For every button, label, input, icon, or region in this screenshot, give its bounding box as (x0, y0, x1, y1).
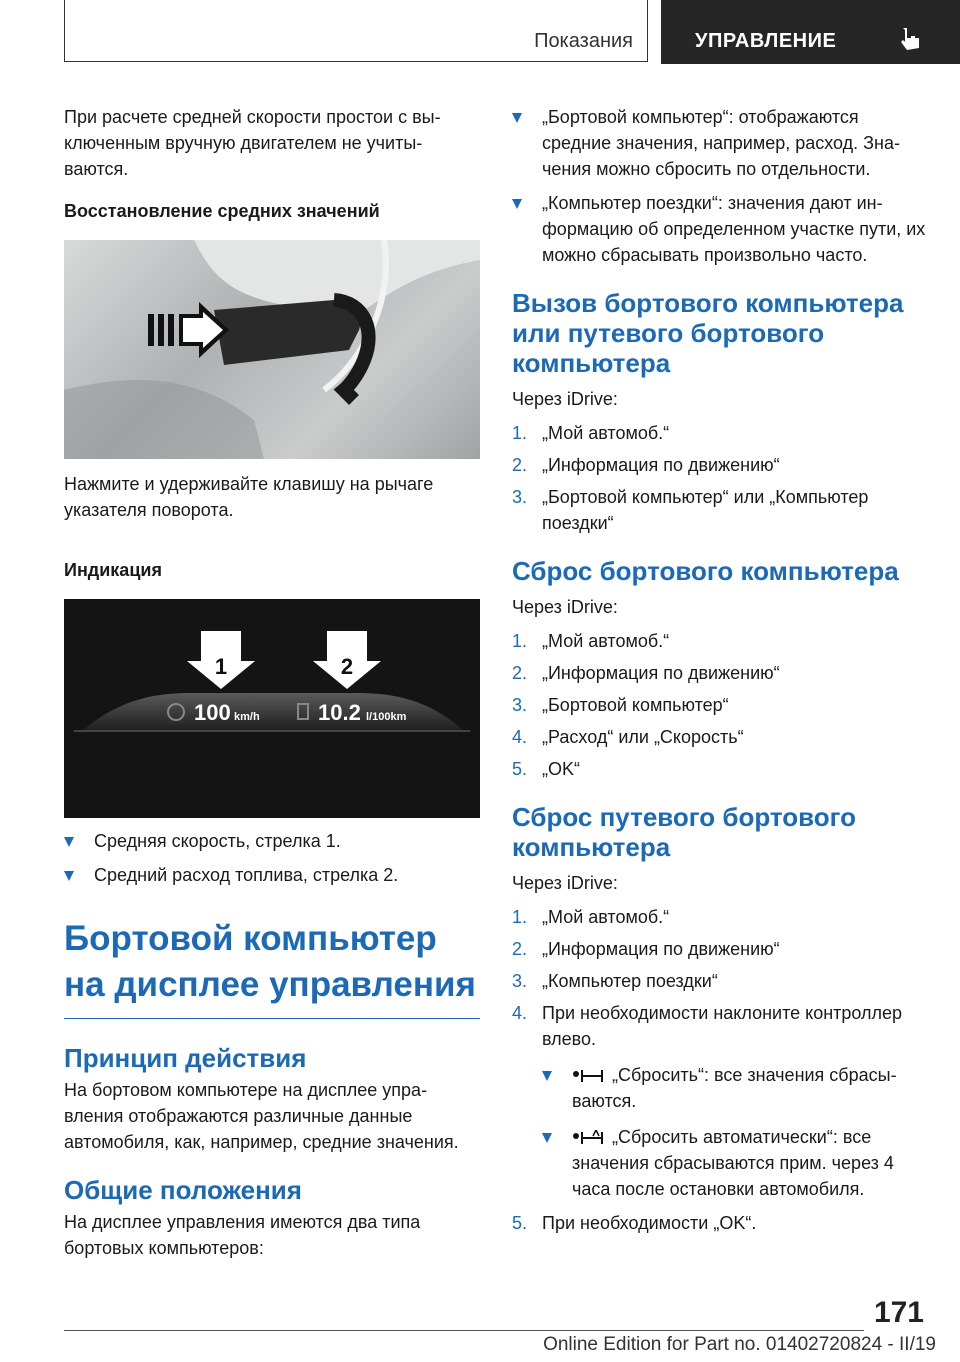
step-item: 3. „Бортовой компьютер“ (512, 695, 729, 715)
controller-left-auto-icon (572, 1130, 606, 1146)
right-column (512, 104, 928, 1236)
step-item: 2. „Информация по движению“ (512, 663, 780, 683)
principle-heading: Принцип действия (64, 1043, 307, 1073)
section-divider (64, 1018, 480, 1019)
list-item: „Бортовой компьютер“: отображаются средние значения, например, расход. Зна-чения можно сбросить по отдельности. (512, 104, 928, 182)
hand-pointer-icon (897, 26, 923, 52)
via-idrive: Через iDrive: (512, 873, 618, 893)
arrow-1-label: 1 (214, 654, 228, 679)
chapter-title: УПРАВЛЕНИЕ (695, 30, 837, 52)
consumption-value: 10.2 (318, 700, 361, 725)
display-photo (64, 599, 480, 818)
reset-trip-heading: Сброс путевого бортового компьютера (512, 802, 857, 862)
via-idrive: Через iDrive: (512, 389, 618, 409)
display-heading: Индикация (64, 560, 162, 580)
step-item: 4. „Расход“ или „Скорость“ (512, 727, 744, 747)
step-item: 5. При необходимости „OK“. (512, 1213, 757, 1233)
section-title-main: Бортовой компьютер на дисплее управления (64, 919, 476, 1004)
principle-text: На бортовом компьютере на дисплее упра-вления отображаются различные данные автомобиля, как, например, средние значения. (64, 1080, 459, 1152)
step-item: 4. При необходимости наклоните контроллер влево. (512, 1003, 903, 1049)
step-item: 5. „OK“ (512, 759, 580, 779)
controller-left-icon (572, 1068, 606, 1084)
step-item: 1. „Мой автомоб.“ (512, 907, 670, 927)
reset-heading-right: Сброс бортового компьютера (512, 556, 899, 586)
footer-divider (64, 1330, 864, 1331)
section-tab (64, 0, 648, 62)
general-heading: Общие положения (64, 1175, 302, 1205)
bullet-triangle-icon (64, 837, 74, 847)
step-item: 2. „Информация по движению“ (512, 455, 780, 475)
sub-list-item: „Сбросить“: все значения сбрасы-ваются. (512, 1062, 928, 1114)
bullet-triangle-icon (64, 871, 74, 881)
reset-heading: Восстановление средних значений (64, 201, 380, 221)
general-text: На дисплее управления имеются два типа бортовых компьютеров: (64, 1212, 421, 1258)
call-heading: Вызов бортового компьютера или путевого бортового компьютера (512, 288, 904, 378)
speed-value: 100 (194, 700, 231, 725)
bullet-triangle-icon (512, 199, 522, 209)
list-item: „Компьютер поездки“: значения дают ин-формацию об определенном участке пути, их можно сбрасывать произвольно часто. (512, 190, 928, 268)
speed-unit: km/h (234, 711, 260, 723)
step-item: 3. „Компьютер поездки“ (512, 971, 718, 991)
step-item: 2. „Информация по движению“ (512, 939, 780, 959)
step-item: 1. „Мой автомоб.“ (512, 631, 670, 651)
chapter-tab (661, 0, 960, 64)
intro-text: При расчете средней скорости простои с вы-ключенным вручную двигателем не учиты-ваются. (64, 107, 441, 179)
lever-illustration (64, 240, 480, 459)
step-item: 3. „Бортовой компьютер“ или „Компьютер поездки“ (512, 487, 869, 533)
lever-caption: Нажмите и удерживайте клавишу на рычаге указателя поворота. (64, 474, 434, 520)
list-item: Средняя скорость, стрелка 1. (64, 828, 480, 854)
edition-note: Online Edition for Part no. 01402720824 - II/19 (543, 1334, 936, 1355)
bullet-triangle-icon (512, 113, 522, 123)
display-illustration (64, 599, 480, 818)
page-number: 171 (873, 1296, 924, 1329)
bullet-triangle-icon (542, 1071, 552, 1081)
page-header (64, 0, 960, 64)
consumption-unit: l/100km (366, 711, 407, 723)
list-item: Средний расход топлива, стрелка 2. (64, 862, 480, 888)
lever-photo (64, 240, 480, 459)
section-title: Показания (534, 30, 633, 52)
left-column (64, 104, 480, 1261)
arrow-2-label: 2 (340, 654, 354, 679)
sub-list-item: „Сбросить автоматически“: все значения сбрасываются прим. через 4 часа после остановки автомобиля. (512, 1124, 928, 1202)
bullet-triangle-icon (542, 1133, 552, 1143)
step-item: 1. „Мой автомоб.“ (512, 423, 670, 443)
via-idrive: Через iDrive: (512, 597, 618, 617)
